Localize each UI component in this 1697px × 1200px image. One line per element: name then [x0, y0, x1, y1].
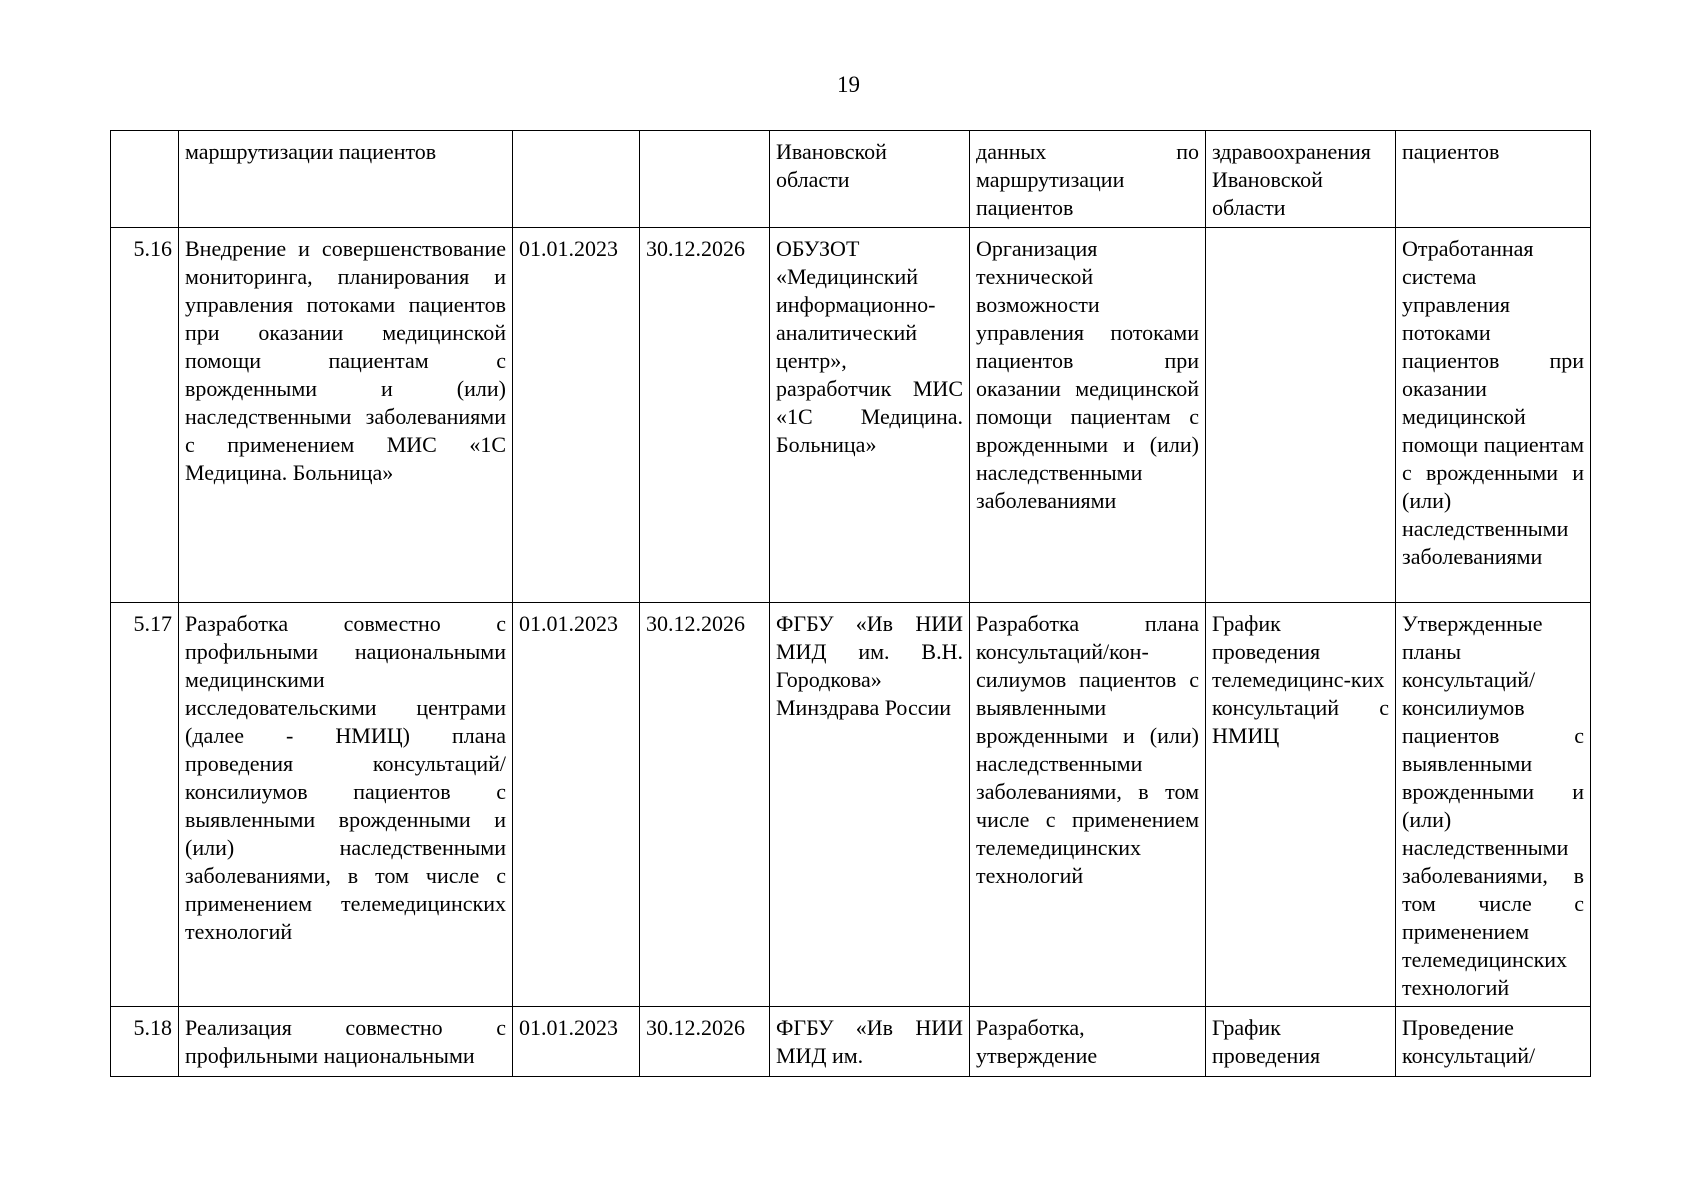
- activity-cell: Внедрение и совершенствование мониторинга, планирования и управления потоками пациентов при оказании медицинской помощи пациентам с врожденными и (или) наследственными заболеваниями с применением МИС «1С Медицина. Больница»: [179, 228, 513, 603]
- end-date-cell: 30.12.2026: [640, 228, 770, 603]
- end-date-cell: [640, 131, 770, 228]
- document-cell: [1206, 228, 1396, 603]
- start-date-cell: [513, 131, 640, 228]
- result-cell: Утвержденные планы консультаций/ консилиумов пациентов с выявленными врожденными и (или) наследственными заболеваниями, в том числе с применением телемедицинских технологий: [1396, 603, 1591, 1007]
- indicator-cell: Разработка, утверждение: [970, 1007, 1206, 1077]
- table-row: [111, 228, 1591, 603]
- row-number-cell: 5.18: [111, 1007, 179, 1077]
- activity-cell: Реализация совместно с профильными национальными: [179, 1007, 513, 1077]
- executor-cell: ОБУЗОТ «Медицинский информационно-аналитический центр», разработчик МИС «1С Медицина. Больница»: [770, 228, 970, 603]
- executor-cell: ФГБУ «Ив НИИ МИД им. В.Н. Городкова» Минздрава России: [770, 603, 970, 1007]
- table-row: [111, 131, 1591, 228]
- document-cell: График проведения телемедицинс-ких консультаций с НМИЦ: [1206, 603, 1396, 1007]
- page-number: 19: [837, 72, 860, 97]
- table-row: [111, 603, 1591, 1007]
- row-number-cell: 5.17: [111, 603, 179, 1007]
- row-number-cell: 5.16: [111, 228, 179, 603]
- start-date-cell: 01.01.2023: [513, 1007, 640, 1077]
- executor-cell: ФГБУ «Ив НИИ МИД им.: [770, 1007, 970, 1077]
- end-date-cell: 30.12.2026: [640, 603, 770, 1007]
- start-date-cell: 01.01.2023: [513, 228, 640, 603]
- indicator-cell: данных по маршрутизации пациентов: [970, 131, 1206, 228]
- result-cell: Отработанная система управления потоками пациентов при оказании медицинской помощи пациентам с врожденными и (или) наследственными заболеваниями: [1396, 228, 1591, 603]
- activity-cell: маршрутизации пациентов: [179, 131, 513, 228]
- end-date-cell: 30.12.2026: [640, 1007, 770, 1077]
- result-cell: Проведение консультаций/: [1396, 1007, 1591, 1077]
- indicator-cell: Организация технической возможности управления потоками пациентов при оказании медицинской помощи пациентам с врожденными и (или) наследственными заболеваниями: [970, 228, 1206, 603]
- activity-cell: Разработка совместно с профильными национальными медицинскими исследовательскими центрами (далее - НМИЦ) плана проведения консультаций/консилиумов пациентов с выявленными врожденными и (или) наследственными заболеваниями, в том числе с применением телемедицинских технологий: [179, 603, 513, 1007]
- document-cell: График проведения: [1206, 1007, 1396, 1077]
- plan-table: [110, 130, 1591, 1077]
- row-number-cell: [111, 131, 179, 228]
- indicator-cell: Разработка плана консультаций/кон-силиумов пациентов с выявленными врожденными и (или) наследственными заболеваниями, в том числе с применением телемедицинских технологий: [970, 603, 1206, 1007]
- result-cell: пациентов: [1396, 131, 1591, 228]
- executor-cell: Ивановской области: [770, 131, 970, 228]
- table-row: [111, 1007, 1591, 1077]
- start-date-cell: 01.01.2023: [513, 603, 640, 1007]
- document-cell: здравоохранения Ивановской области: [1206, 131, 1396, 228]
